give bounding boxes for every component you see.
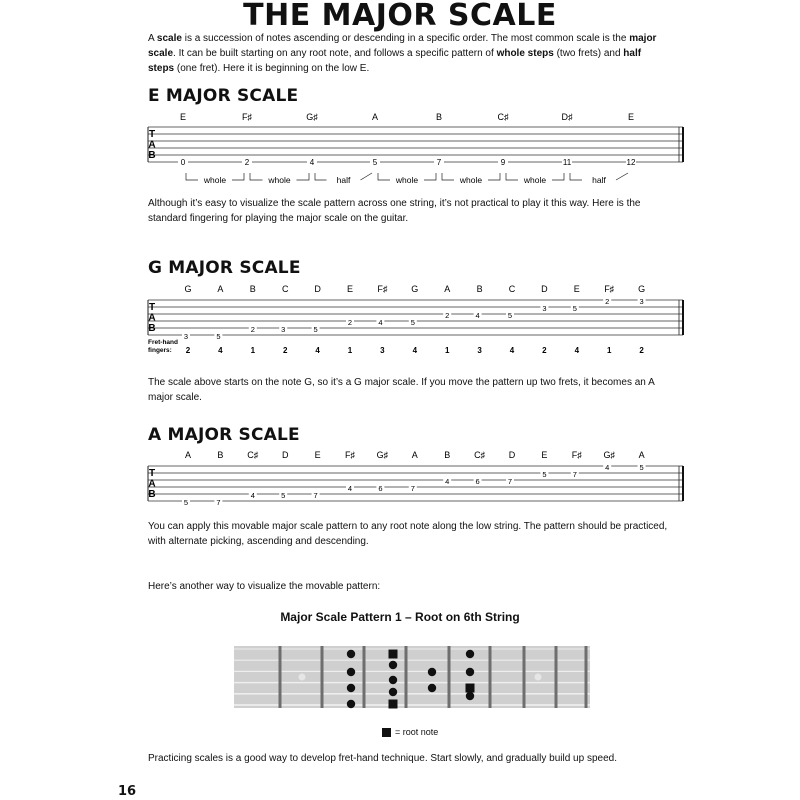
g-note-name: F♯ [604,284,615,294]
e-step-bracket [616,173,628,180]
a-note-name: C♯ [247,450,259,460]
e-fret-number: 5 [372,158,378,167]
a-major-heading: A MAJOR SCALE [148,425,300,445]
g-fret-number: 5 [313,325,318,334]
g-major-heading: G MAJOR SCALE [148,258,301,278]
a-tab-letter: B [148,489,156,500]
page-title: THE MAJOR SCALE [243,0,557,33]
g-note-name: G [638,284,646,294]
e-step-bracket [297,173,310,180]
g-finger-number: 3 [477,346,482,355]
e-note-name: G♯ [306,112,318,122]
g-finger-number: 1 [347,346,353,355]
a-fret-number: 7 [313,491,318,500]
a-note-name: A [638,450,645,460]
a-fret-number: 4 [250,491,255,500]
a-fret-number: 4 [347,484,353,493]
e-step-label: whole [395,175,419,185]
a-note-name: G♯ [376,450,389,460]
e-note-name: B [435,112,443,122]
g-fret-number: 5 [507,311,513,320]
inlay-dot [535,674,542,681]
g-tab-letter: B [148,323,156,334]
scale-dot [347,650,355,658]
root-legend [382,727,438,737]
intro-run: A [148,33,157,44]
g-finger-label: fingers: [148,347,172,354]
g-note-name: A [217,284,224,294]
a-fret-number: 5 [281,491,286,500]
e-step-bracket [378,173,390,180]
a-note-name: F♯ [571,450,582,460]
g-finger-number: 3 [380,346,385,355]
a-note-name: F♯ [345,450,355,460]
e-tab-letter: T [148,129,156,140]
scale-dot [389,661,397,669]
e-tab-letter: B [148,150,156,161]
g-fret-number: 2 [347,318,353,327]
e-step-bracket [570,173,582,180]
e-step-bracket [232,173,244,180]
a-major-tab [0,447,800,512]
scale-dot [389,688,397,696]
intro-run: whole steps [496,48,554,59]
a-fret-number: 5 [639,463,644,472]
g-fret-number: 2 [605,297,610,306]
fretboard-fret [363,646,366,708]
e-step-label: whole [203,175,227,185]
e-note-name: C♯ [497,112,509,122]
intro-run: is a succession of notes ascending or descending in a specific order. The most common scale is the [181,33,630,44]
root-square [466,684,475,693]
scale-dot [389,676,397,684]
root-legend-label: = root note [395,727,439,737]
a-note-name: D [508,450,516,460]
g-fret-number: 2 [445,311,450,320]
intro-run: scale [156,33,182,44]
e-major-tab [0,110,800,185]
g-finger-number: 1 [250,346,256,355]
a-tab-letter: T [148,468,156,479]
scale-dot [347,684,355,692]
fretboard-diagram [0,640,800,720]
g-fret-number: 3 [183,332,189,341]
a-note-name: D [281,450,289,460]
g-note-name: E [573,284,580,294]
g-finger-number: 4 [218,346,223,355]
g-finger-label: Fret-hand [148,339,178,346]
paragraph-practical: Although it’s easy to visualize the scale pattern across one string, it’s not practical to play it this way. Here is the standard fingering for playing the major scale on the guitar. [148,198,641,224]
g-note-name: D [541,284,548,294]
e-step-bracket [186,173,198,180]
e-fret-number: 4 [309,158,315,167]
scale-dot [347,700,355,708]
a-fret-number: 6 [475,477,480,486]
e-note-name: A [371,112,379,122]
e-step-bracket [361,173,373,180]
g-tab-letter: A [148,312,156,324]
e-step-label: half [336,175,351,185]
g-fret-number: 2 [250,325,255,334]
g-fret-number: 3 [542,304,547,313]
a-fret-number: 4 [445,477,450,486]
e-step-bracket [315,173,327,180]
g-finger-number: 4 [315,346,320,355]
fretboard-fret [489,646,492,708]
g-fret-number: 5 [572,304,577,313]
root-square [389,700,398,709]
scale-dot [347,668,355,676]
e-note-name: F♯ [242,112,252,122]
paragraph-practice: Practicing scales is a good way to develop fret-hand technique. Start slowly, and gradually build up speed. [148,753,617,764]
g-note-name: A [444,284,451,294]
e-step-bracket [488,173,500,180]
fretboard-fret [555,646,558,708]
g-finger-number: 2 [639,346,644,355]
g-note-name: F♯ [377,284,388,294]
g-fret-number: 3 [639,297,644,306]
e-step-bracket [250,173,263,180]
intro-run: (one fret). Here it is beginning on the low E. [174,63,370,74]
e-major-heading: E MAJOR SCALE [148,86,299,106]
fretboard-fret [279,646,282,708]
g-finger-number: 2 [185,346,191,355]
e-fret-number: 9 [500,158,506,167]
e-step-label: whole [459,175,483,185]
e-fret-number: 11 [562,158,572,167]
scale-dot [428,668,436,676]
a-fret-number: 7 [572,470,577,479]
g-note-name: B [249,284,256,294]
a-fret-number: 5 [183,498,189,507]
g-finger-number: 1 [444,346,450,355]
g-finger-number: 4 [574,346,580,355]
a-note-name: A [184,450,192,460]
g-fret-number: 5 [216,332,221,341]
e-note-name: E [627,112,635,122]
g-finger-number: 2 [542,346,547,355]
intro-run: . It can be built starting on any root note, and follows a specific pattern of [173,48,497,59]
intro-run: half steps [148,48,642,74]
e-step-bracket [506,173,518,180]
a-fret-number: 7 [507,477,513,486]
a-tab-letter: A [148,478,156,490]
scale-dot [466,650,474,658]
e-fret-number: 0 [180,158,186,167]
a-note-name: B [444,450,451,460]
inlay-dot [299,674,306,681]
paragraph-movable: You can apply this movable major scale pattern to any root note along the low string. The pattern should be practiced, with alternate picking, ascending and descending. [148,521,668,547]
e-fret-number: 2 [244,158,250,167]
g-fret-number: 3 [281,325,286,334]
g-note-name: G [184,284,192,294]
a-note-name: G♯ [603,450,615,460]
g-note-name: D [314,284,321,294]
a-fret-number: 7 [410,484,415,493]
g-finger-number: 2 [282,346,288,355]
e-fret-number: 12 [626,158,636,167]
scale-dot [466,668,474,676]
intro-run: major scale [148,33,657,59]
g-finger-number: 4 [412,346,418,355]
g-note-name: C [508,284,516,294]
g-finger-number: 1 [606,346,612,355]
a-note-name: C♯ [474,450,486,460]
fretboard-fret [448,646,451,708]
g-fret-number: 4 [378,318,383,327]
paragraph-g-scale: The scale above starts on the note G, so it’s a G major scale. If you move the pattern up two frets, it becomes an A major scale. [148,377,655,403]
a-fret-number: 4 [605,463,610,472]
root-square-icon [382,728,391,737]
page-number: 16 [118,784,137,799]
paragraph-visualize: Here’s another way to visualize the movable pattern: [148,581,381,592]
e-fret-number: 7 [436,158,442,167]
fretboard-fret [405,646,408,708]
e-note-name: D♯ [561,112,573,122]
g-fret-number: 4 [475,311,480,320]
g-note-name: C [281,284,289,294]
intro-paragraph [148,31,668,76]
a-note-name: B [217,450,224,460]
fretboard-fret [523,646,526,708]
e-step-bracket [442,173,454,180]
g-note-name: B [476,284,483,294]
scale-dot [466,692,474,700]
pattern-title: Major Scale Pattern 1 – Root on 6th String [280,610,520,624]
e-step-bracket [552,173,564,180]
fretboard-fret [585,646,588,708]
e-tab-letter: A [148,139,156,151]
e-step-bracket [424,173,436,180]
g-note-name: G [411,284,419,294]
g-major-tab [0,282,800,362]
g-tab-letter: T [148,302,156,313]
root-square [389,650,398,659]
g-finger-number: 4 [509,346,515,355]
a-fret-number: 6 [378,484,383,493]
e-note-name: E [179,112,187,122]
a-fret-number: 5 [542,470,547,479]
g-note-name: E [346,284,354,294]
intro-run: (two frets) and [553,48,624,59]
scale-dot [428,684,436,692]
a-fret-number: 7 [216,498,221,507]
fretboard-fret [321,646,324,708]
g-fret-number: 5 [410,318,415,327]
e-step-label: whole [268,175,291,185]
e-step-label: whole [523,175,547,185]
e-step-label: half [592,175,606,185]
a-note-name: E [314,450,321,460]
a-note-name: A [411,450,418,460]
a-note-name: E [541,450,548,460]
